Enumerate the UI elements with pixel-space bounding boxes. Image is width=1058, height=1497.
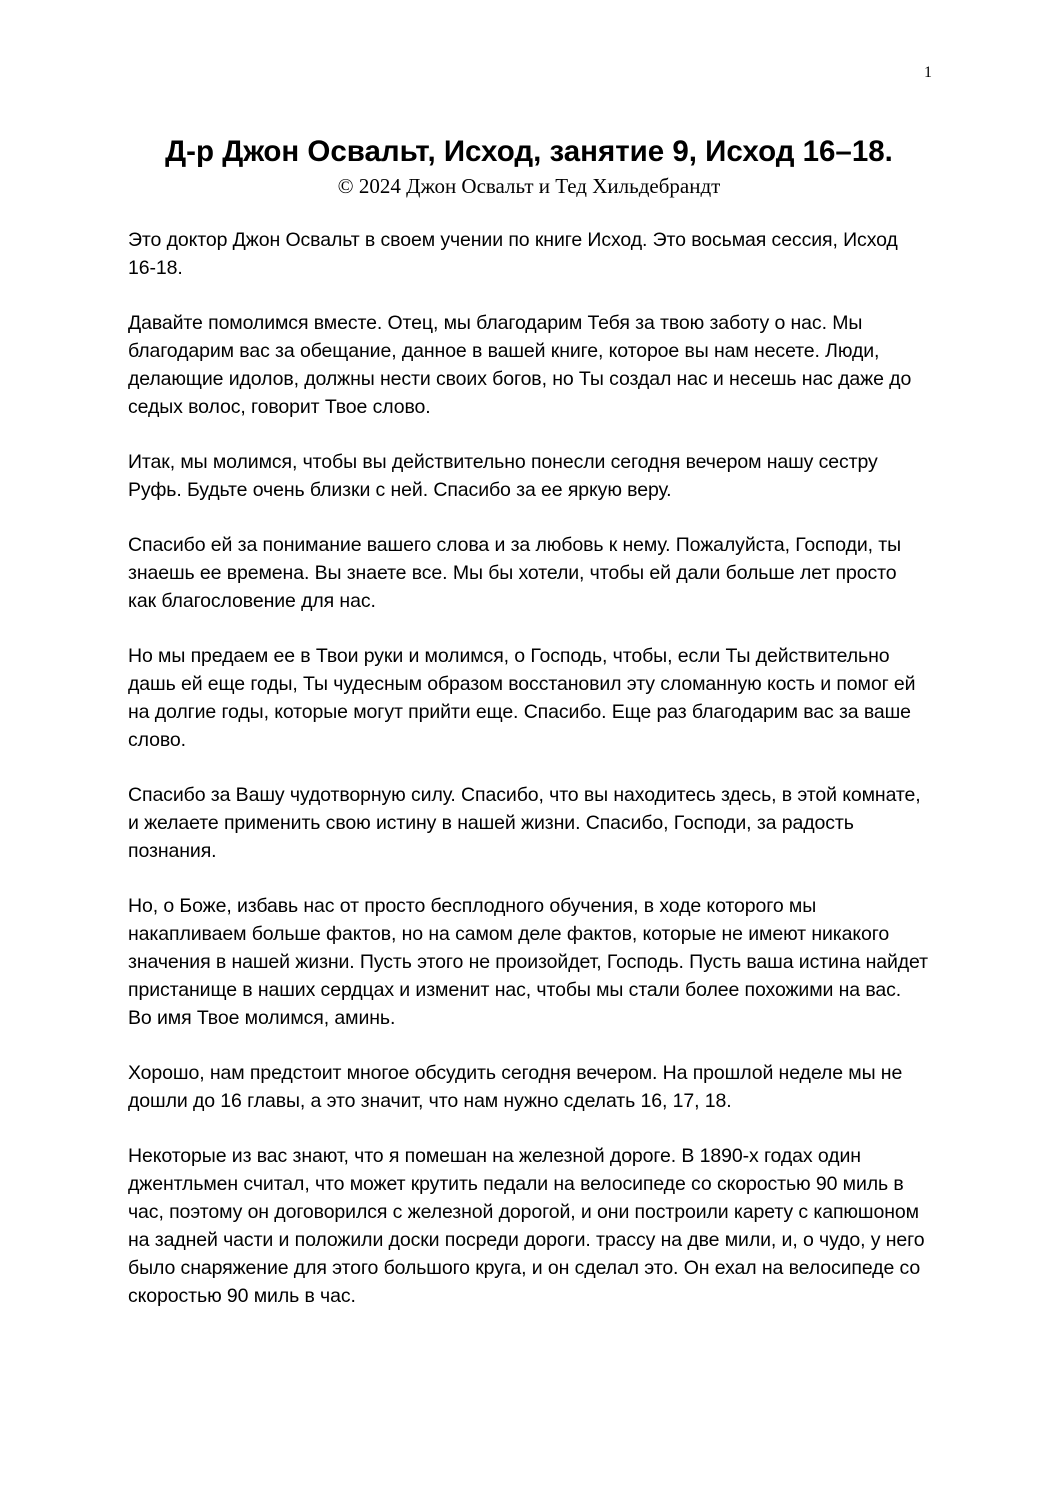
paragraph: Некоторые из вас знают, что я помешан на железной дороге. В 1890-х годах один джентльмен считал, что может крутить педали на велосипеде со скоростью 90 миль в час, поэтому он договорился с железной дорогой, и они построили карету с капюшоном на задней части и положили доски посреди дороги. трассу на две мили, и, о чудо, у него было снаряжение для этого большого круга, и он сделал это. Он ехал на велосипеде со скоростью 90 миль в час.: [128, 1145, 925, 1307]
page-number: 1: [924, 64, 932, 81]
paragraph: Но, о Боже, избавь нас от просто бесплодного обучения, в ходе которого мы накапливаем больше фактов, но на самом деле фактов, которые не имеют никакого значения в нашей жизни. Пусть этого не произойдет, Господь. Пусть ваша истина найдет пристанище в наших сердцах и изменит нас, чтобы мы стали более похожими на вас. Во имя Твое молимся, аминь.: [128, 895, 928, 1029]
paragraph: Давайте помолимся вместе. Отец, мы благодарим Тебя за твою заботу о нас. Мы благодарим вас за обещание, данное в вашей книге, которое вы нам несете. Люди, делающие идолов, должны нести своих богов, но Ты создал нас и несешь нас даже до седых волос, говорит Твое слово.: [128, 312, 912, 418]
document-body: [128, 226, 928, 1337]
copyright-line: © 2024 Джон Освальт и Тед Хильдебрандт: [337, 174, 721, 198]
paragraph: Итак, мы молимся, чтобы вы действительно понесли сегодня вечером нашу сестру Руфь. Будьте очень близки с ней. Спасибо за ее яркую веру.: [128, 451, 878, 501]
paragraph: Спасибо ей за понимание вашего слова и за любовь к нему. Пожалуйста, Господи, ты знаешь ее времена. Вы знаете все. Мы бы хотели, чтобы ей дали больше лет просто как благословение для нас.: [128, 534, 902, 612]
paragraph: Но мы предаем ее в Твои руки и молимся, о Господь, чтобы, если Ты действительно дашь ей еще годы, Ты чудесным образом восстановил эту сломанную кость и помог ей на долгие годы, которые могут прийти еще. Спасибо. Еще раз благодарим вас за ваше слово.: [128, 645, 916, 751]
paragraph: Хорошо, нам предстоит многое обсудить сегодня вечером. На прошлой неделе мы не дошли до 16 главы, а это значит, что нам нужно сделать 16, 17, 18.: [128, 1062, 903, 1112]
document-title: Д-р Джон Освальт, Исход, занятие 9, Исход 16–18.: [165, 135, 893, 168]
paragraph: Это доктор Джон Освальт в своем учении по книге Исход. Это восьмая сессия, Исход 16-18.: [128, 229, 898, 279]
paragraph: Спасибо за Вашу чудотворную силу. Спасибо, что вы находитесь здесь, в этой комнате, и желаете применить свою истину в нашей жизни. Спасибо, Господи, за радость познания.: [128, 784, 921, 862]
